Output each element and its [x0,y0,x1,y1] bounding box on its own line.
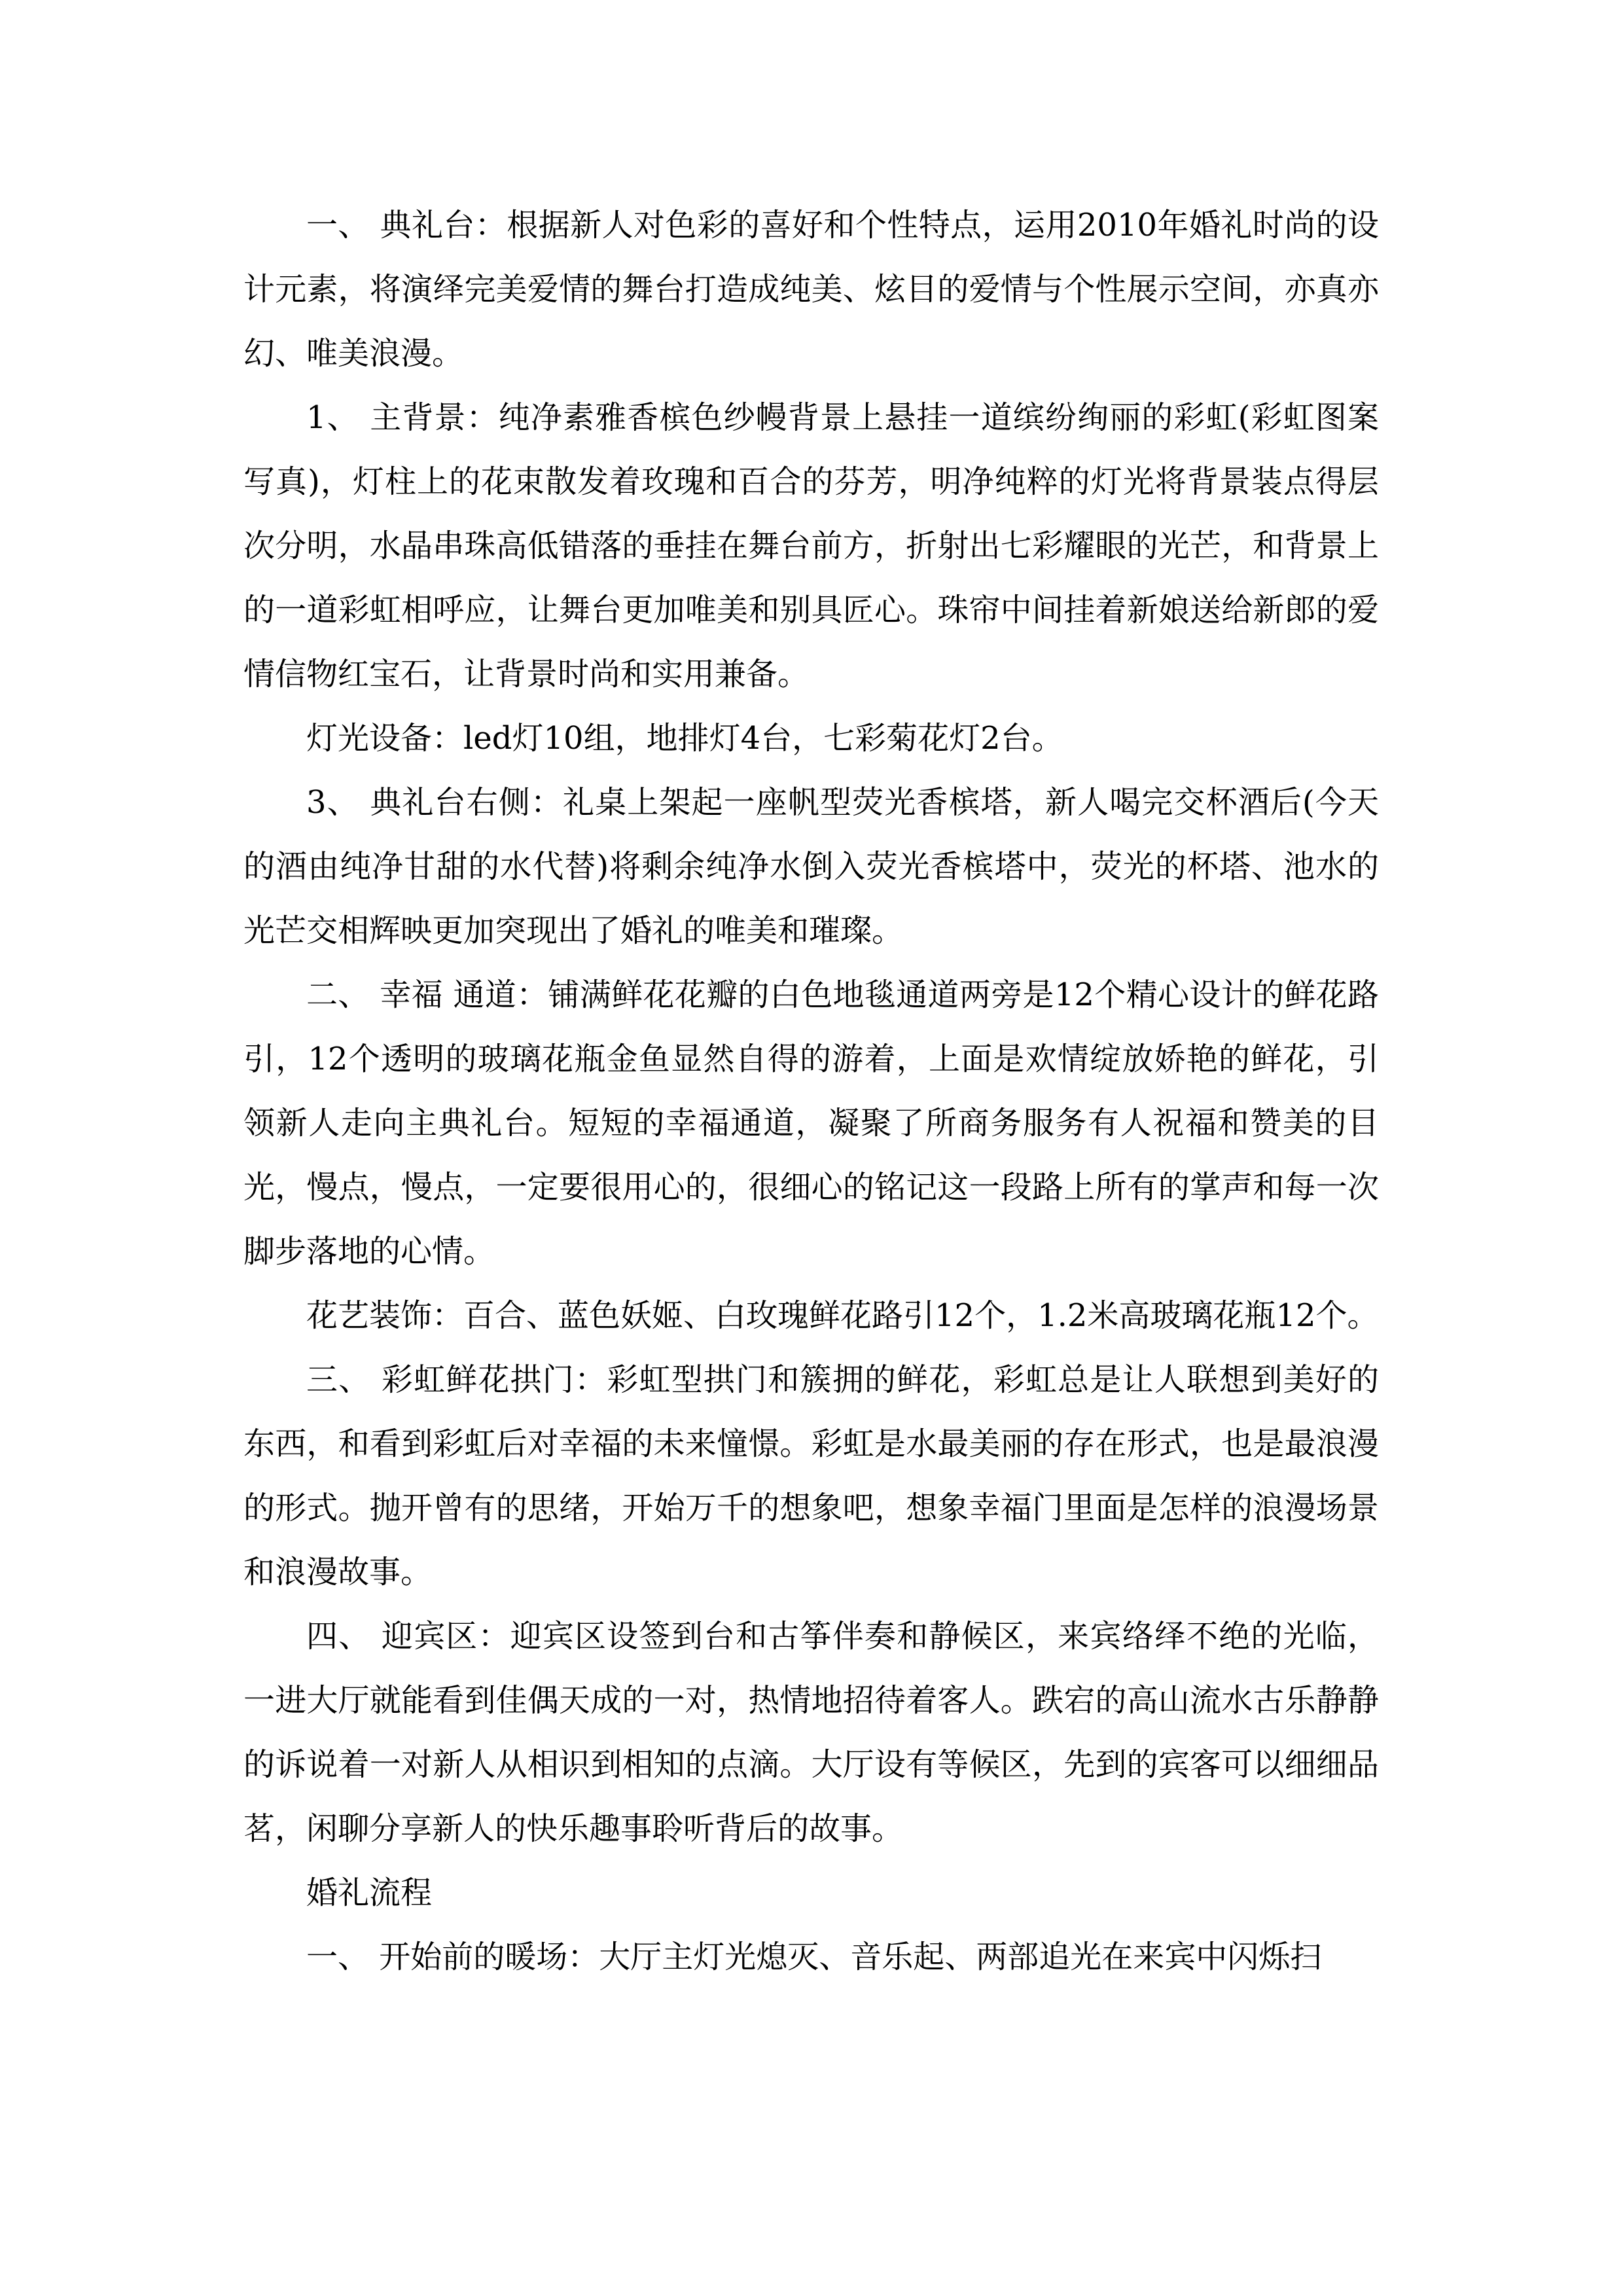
document-body [243,193,1379,1989]
paragraph-main-background: 1、 主背景：纯净素雅香槟色纱幔背景上悬挂一道缤纷绚丽的彩虹(彩虹图案写真)，灯柱上的花束散发着玫瑰和百合的芬芳，明净纯粹的灯光将背景装点得层次分明，水晶串珠高低错落的垂挂在舞台前方，折射出七彩耀眼的光芒，和背景上的一道彩虹相呼应，让舞台更加唯美和别具匠心。珠帘中间挂着新娘送给新郎的爱情信物红宝石，让背景时尚和实用兼备。 [243,399,1379,692]
paragraph-lighting-equipment: 灯光设备：led灯10组，地排灯4台，七彩菊花灯2台。 [306,720,1063,757]
section-heading-wedding-process: 婚礼流程 [306,1874,433,1911]
paragraph-stage-right-side: 3、 典礼台右侧：礼桌上架起一座帆型荧光香槟塔，新人喝完交杯酒后(今天的酒由纯净甘甜的水代替)将剩余纯净水倒入荧光香槟塔中，荧光的杯塔、池水的光芒交相辉映更加突现出了婚礼的唯美和璀璨。 [243,784,1379,949]
paragraph-rainbow-arch: 三、 彩虹鲜花拱门：彩虹型拱门和簇拥的鲜花，彩虹总是让人联想到美好的东西，和看到彩虹后对幸福的未来憧憬。彩虹是水最美丽的存在形式，也是最浪漫的形式。抛开曾有的思绪，开始万千的想象吧，想象幸福门里面是怎样的浪漫场景和浪漫故事。 [243,1361,1379,1590]
paragraph-reception-area: 四、 迎宾区：迎宾区设签到台和古筝伴奏和静候区，来宾络绎不绝的光临，一进大厅就能看到佳偶天成的一对，热情地招待着客人。跌宕的高山流水古乐静静的诉说着一对新人从相识到相知的点滴。大厅设有等候区，先到的宾客可以细细品茗，闲聊分享新人的快乐趣事聆听背后的故事。 [243,1618,1379,1847]
paragraph-stage: 一、 典礼台：根据新人对色彩的喜好和个性特点，运用2010年婚礼时尚的设计元素，将演绎完美爱情的舞台打造成纯美、炫目的爱情与个性展示空间，亦真亦幻、唯美浪漫。 [243,207,1379,372]
paragraph-happiness-aisle: 二、 幸福 通道：铺满鲜花花瓣的白色地毯通道两旁是12个精心设计的鲜花路引，12个透明的玻璃花瓶金鱼显然自得的游着，上面是欢情绽放娇艳的鲜花，引领新人走向主典礼台。短短的幸福通道，凝聚了所商务服务有人祝福和赞美的目光，慢点，慢点，一定要很用心的，很细心的铭记这一段路上所有的掌声和每一次脚步落地的心情。 [243,977,1379,1270]
paragraph-floral-decoration: 花艺装饰：百合、蓝色妖姬、白玫瑰鲜花路引12个，1.2米高玻璃花瓶12个。 [306,1297,1379,1334]
paragraph-warm-up: 一、 开始前的暖场：大厅主灯光熄灭、音乐起、两部追光在来宾中闪烁扫 [306,1939,1322,1975]
